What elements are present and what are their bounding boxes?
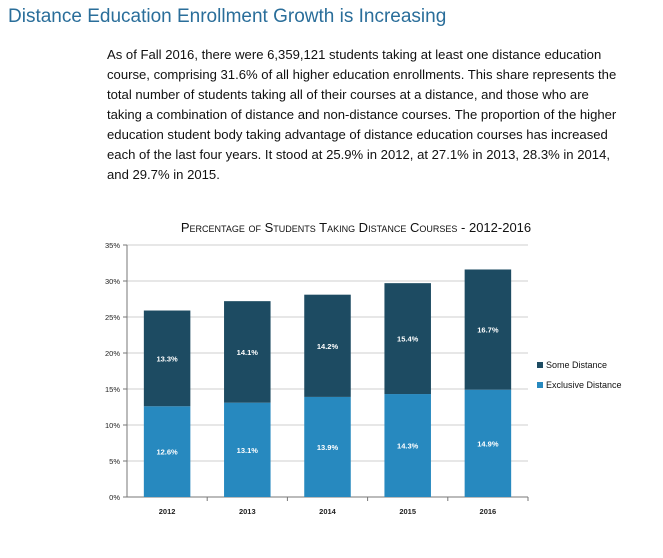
x-tick-label: 2014 — [319, 507, 336, 516]
data-label: 13.1% — [236, 445, 258, 455]
y-tick-label: 20% — [104, 349, 120, 358]
data-label: 14.3% — [397, 441, 419, 451]
data-label: 14.9% — [477, 439, 499, 449]
y-tick-label: 10% — [104, 421, 120, 430]
data-label: 16.7% — [477, 325, 499, 335]
y-tick-label: 30% — [104, 277, 120, 286]
page-title: Distance Education Enrollment Growth is Increasing — [8, 6, 447, 27]
x-tick-label: 2012 — [158, 507, 176, 516]
intro-paragraph: As of Fall 2016, there were 6,359,121 students taking at least one distance education course, comprising 31.6% of all higher education enrollments. This share represents the total number of students taking all of their courses at a distance, and those who are taking a combination of distance and non-distance courses. The proportion of the higher education student body taking advantage of distance education courses has increased each of the last four years. It stood at 25.9% in 2012, at 27.1% in 2013, 28.3% in 2014, and 29.7% in 2015. — [107, 47, 617, 182]
data-label: 12.6% — [156, 447, 178, 457]
y-tick-label: 5% — [109, 457, 120, 466]
x-tick-label: 2016 — [479, 507, 497, 516]
x-tick-label: 2013 — [238, 507, 256, 516]
data-label: 13.9% — [316, 442, 339, 452]
y-tick-label: 0% — [109, 493, 120, 502]
chart-title: Percentage of Students Taking Distance Courses - 2012-2016 — [180, 220, 532, 235]
y-tick-label: 25% — [104, 313, 120, 322]
chart-legend — [537, 360, 622, 390]
legend-swatch — [537, 362, 543, 368]
legend-swatch — [537, 382, 543, 388]
data-label: 13.3% — [156, 354, 178, 364]
data-label: 14.2% — [316, 341, 339, 351]
chart-bars — [144, 269, 511, 497]
x-tick-label: 2015 — [399, 507, 417, 516]
data-label: 15.4% — [397, 334, 419, 344]
y-tick-label: 15% — [104, 385, 120, 394]
legend-label: Exclusive Distance — [546, 380, 622, 390]
data-label: 14.1% — [236, 347, 258, 357]
y-tick-label: 35% — [104, 241, 120, 250]
legend-label: Some Distance — [546, 360, 608, 370]
